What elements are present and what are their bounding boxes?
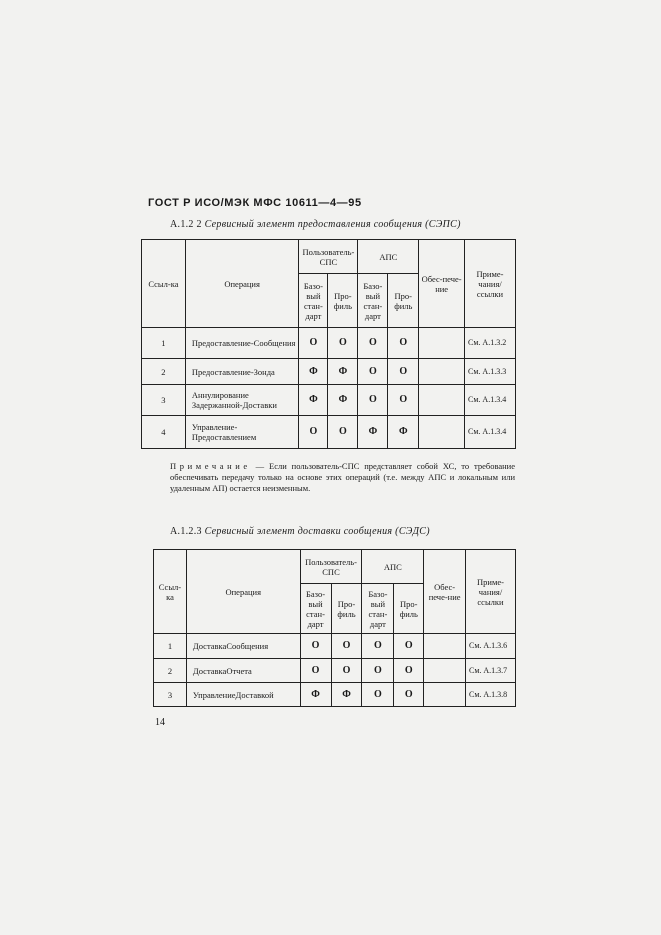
section-title-2 [170, 526, 430, 537]
row-note: См. А.1.3.8 [466, 683, 516, 707]
row-operation: Предоставление-Зонда [185, 359, 299, 385]
header-user-profile: Про-филь [331, 584, 362, 634]
table-row [142, 328, 516, 359]
table-row [142, 385, 516, 416]
row-user-profile: Ф [331, 683, 362, 707]
row-support [419, 328, 465, 359]
row-aps-base: О [358, 328, 388, 359]
row-user-profile: О [328, 416, 358, 449]
row-user-base: Ф [300, 683, 331, 707]
header-aps-base: Базо-вый стан-дарт [358, 274, 388, 328]
table-row [142, 416, 516, 449]
header-aps-group: АПС [362, 550, 424, 584]
row-ref: 2 [154, 659, 187, 683]
row-user-profile: О [331, 659, 362, 683]
header-aps-base: Базо-вый стан-дарт [362, 584, 394, 634]
row-operation: ДоставкаСообщения [186, 634, 300, 659]
header-notes: Приме-чания/ ссылки [465, 240, 516, 328]
row-user-profile: О [328, 328, 358, 359]
row-aps-base: О [358, 359, 388, 385]
row-user-base: Ф [299, 359, 328, 385]
row-user-base: О [300, 634, 331, 659]
row-support [419, 385, 465, 416]
row-user-profile: О [331, 634, 362, 659]
table-note [170, 461, 515, 494]
row-note: См. А.1.3.4 [465, 416, 516, 449]
operations-table-1 [141, 239, 516, 449]
row-aps-profile: О [388, 359, 419, 385]
header-ref: Ссыл-ка [154, 550, 187, 634]
section-title-1 [170, 219, 461, 230]
row-ref: 1 [154, 634, 187, 659]
section-caption-2: Сервисный элемент доставки сообщения (СЭДС) [204, 526, 430, 537]
row-support [419, 359, 465, 385]
row-support [424, 634, 466, 659]
row-operation: ДоставкаОтчета [186, 659, 300, 683]
row-ref: 4 [142, 416, 186, 449]
section-caption-1: Сервисный элемент предоставления сообщения (СЭПС) [204, 219, 461, 230]
row-aps-profile: Ф [388, 416, 419, 449]
document-header: ГОСТ Р ИСО/МЭК МФС 10611—4—95 [148, 197, 362, 209]
row-support [424, 659, 466, 683]
table-row [154, 659, 516, 683]
row-note: См. А.1.3.6 [466, 634, 516, 659]
header-user-group: Пользователь-СПС [299, 240, 358, 274]
header-aps-group: АПС [358, 240, 419, 274]
note-label: Примечание [170, 461, 251, 471]
operations-table-2 [153, 549, 516, 707]
row-user-base: О [299, 416, 328, 449]
row-aps-profile: О [394, 634, 424, 659]
row-user-base: Ф [299, 385, 328, 416]
header-user-group: Пользователь-СПС [300, 550, 362, 584]
row-ref: 3 [142, 385, 186, 416]
section-number-2: А.1.2.3 [170, 526, 202, 537]
header-aps-profile: Про-филь [388, 274, 419, 328]
row-ref: 2 [142, 359, 186, 385]
row-ref: 3 [154, 683, 187, 707]
header-user-base: Базо-вый стан-дарт [299, 274, 328, 328]
row-aps-base: Ф [358, 416, 388, 449]
row-operation: Предоставление-Сообщения [185, 328, 299, 359]
row-note: См. А.1.3.4 [465, 385, 516, 416]
row-operation: УправлениеДоставкой [186, 683, 300, 707]
row-note: См. А.1.3.3 [465, 359, 516, 385]
row-note: См. А.1.3.2 [465, 328, 516, 359]
row-aps-base: О [362, 634, 394, 659]
row-note: См. А.1.3.7 [466, 659, 516, 683]
row-aps-profile: О [388, 328, 419, 359]
row-aps-profile: О [394, 659, 424, 683]
row-aps-profile: О [394, 683, 424, 707]
section-number-1: А.1.2 2 [170, 219, 202, 230]
note-text: — Если пользователь-СПС представляет собой ХС, то требование обеспечивать передачу только на основе этих операций (т.е. между АПС и локальным или удаленным АП) остается неизменным. [170, 461, 515, 493]
header-user-base: Базо-вый стан-дарт [300, 584, 331, 634]
row-aps-base: О [358, 385, 388, 416]
table-row [142, 359, 516, 385]
row-operation: Аннулирование Задержанной-Доставки [185, 385, 299, 416]
row-aps-base: О [362, 659, 394, 683]
table-row [154, 634, 516, 659]
header-user-profile: Про-филь [328, 274, 358, 328]
row-ref: 1 [142, 328, 186, 359]
row-user-profile: Ф [328, 359, 358, 385]
header-ref: Ссыл-ка [142, 240, 186, 328]
header-notes: Приме-чания/ ссылки [466, 550, 516, 634]
row-user-profile: Ф [328, 385, 358, 416]
page-number: 14 [155, 717, 165, 728]
row-support [419, 416, 465, 449]
header-support: Обес-пече-ние [419, 240, 465, 328]
row-user-base: О [299, 328, 328, 359]
row-operation: Управление-Предоставлением [185, 416, 299, 449]
header-operation: Операция [186, 550, 300, 634]
header-support: Обес-пече-ние [424, 550, 466, 634]
row-aps-profile: О [388, 385, 419, 416]
header-aps-profile: Про-филь [394, 584, 424, 634]
header-operation: Операция [185, 240, 299, 328]
row-user-base: О [300, 659, 331, 683]
row-support [424, 683, 466, 707]
row-aps-base: О [362, 683, 394, 707]
table-row [154, 683, 516, 707]
